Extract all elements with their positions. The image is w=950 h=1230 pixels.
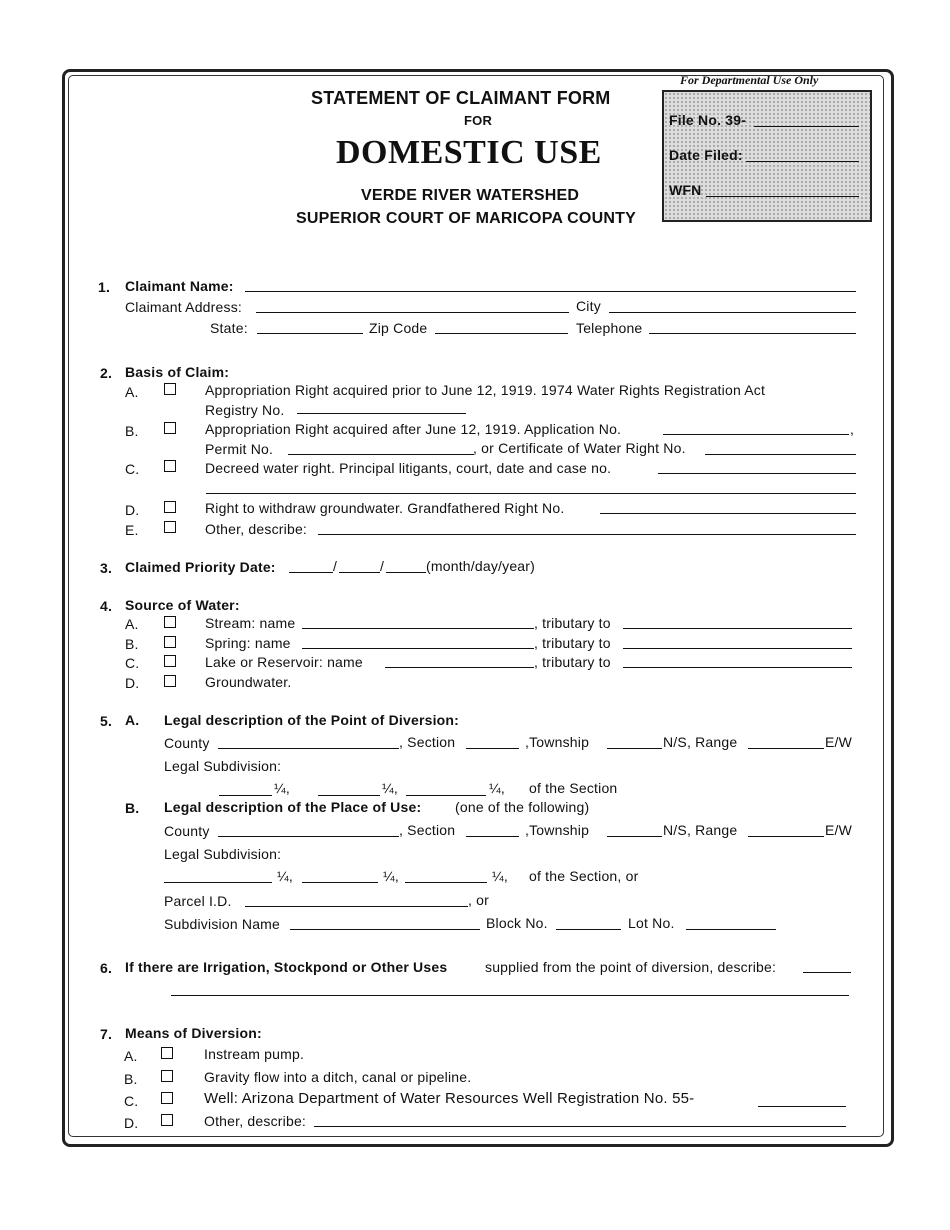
place-of-use-title: Legal description of the Place of Use: xyxy=(164,799,422,815)
source-b-checkbox[interactable] xyxy=(164,636,176,648)
claimant-name-label: Claimant Name: xyxy=(125,278,234,294)
stream-tributary-field[interactable] xyxy=(623,628,852,629)
priority-date-label: Claimed Priority Date: xyxy=(125,559,276,575)
range-field-b[interactable] xyxy=(748,836,824,837)
lake-name-field[interactable] xyxy=(385,667,534,668)
wfn-field[interactable] xyxy=(706,196,859,197)
means-a-letter: A. xyxy=(124,1048,138,1064)
lot-no-label: Lot No. xyxy=(628,915,675,931)
basis-c-text: Decreed water right. Principal litigants, court, date and case no. xyxy=(205,460,612,476)
basis-e-letter: E. xyxy=(125,522,139,538)
township-label-a: ,Township xyxy=(525,734,590,750)
form-heading: STATEMENT OF CLAIMANT FORM xyxy=(311,88,611,108)
basis-a-letter: A. xyxy=(125,384,139,400)
registry-no-label: Registry No. xyxy=(205,402,285,418)
quarter-2-field-a[interactable] xyxy=(318,795,380,796)
legal-subdivision-label-b: Legal Subdivision: xyxy=(164,846,282,862)
ew-label-b: E/W xyxy=(825,822,853,838)
spring-tributary-field[interactable] xyxy=(623,648,852,649)
section-5b-letter: B. xyxy=(125,800,140,816)
well-registration-field[interactable] xyxy=(758,1106,846,1107)
court-name: SUPERIOR COURT OF MARICOPA COUNTY xyxy=(296,210,636,227)
means-c-text: Well: Arizona Department of Water Resources Well Registration No. 55- xyxy=(204,1090,695,1107)
telephone-label: Telephone xyxy=(576,320,643,336)
source-b-tributary: , tributary to xyxy=(534,635,611,651)
ns-range-label-b: N/S, Range xyxy=(663,822,738,838)
ew-label-a: E/W xyxy=(825,734,853,750)
source-b-letter: B. xyxy=(125,636,139,652)
telephone-field[interactable] xyxy=(649,333,856,334)
priority-year-field[interactable] xyxy=(386,572,426,573)
other-uses-field[interactable] xyxy=(803,972,851,973)
basis-other-field[interactable] xyxy=(318,534,856,535)
subdivision-name-field[interactable] xyxy=(290,929,480,930)
section-field-b[interactable] xyxy=(466,836,519,837)
section-label-a: , Section xyxy=(399,734,456,750)
state-field[interactable] xyxy=(257,333,363,334)
decreed-right-field-2[interactable] xyxy=(206,493,856,494)
city-label: City xyxy=(576,298,601,314)
quarter-2-label-a: ¼, xyxy=(382,780,398,796)
basis-c-letter: C. xyxy=(125,461,140,477)
dept-caption: For Departmental Use Only xyxy=(680,73,819,87)
quarter-3-field-a[interactable] xyxy=(406,795,486,796)
township-label-b: ,Township xyxy=(525,822,590,838)
source-a-text: Stream: name xyxy=(205,615,296,631)
wfn-label: WFN xyxy=(669,182,702,198)
source-of-water-title: Source of Water: xyxy=(125,597,240,613)
basis-d-text: Right to withdraw groundwater. Grandfathered Right No. xyxy=(205,500,565,516)
block-no-field[interactable] xyxy=(556,929,621,930)
claimant-name-field[interactable] xyxy=(245,291,856,292)
date-slash-2: / xyxy=(380,558,385,574)
county-field-a[interactable] xyxy=(218,748,399,749)
means-d-letter: D. xyxy=(124,1115,139,1131)
date-filed-field[interactable] xyxy=(746,161,859,162)
basis-of-claim-title: Basis of Claim: xyxy=(125,364,230,380)
certificate-no-field[interactable] xyxy=(705,454,856,455)
watershed-name: VERDE RIVER WATERSHED xyxy=(361,187,580,204)
point-of-diversion-title: Legal description of the Point of Diversion: xyxy=(164,712,460,728)
claimant-address-label: Claimant Address: xyxy=(125,299,243,315)
source-a-letter: A. xyxy=(125,616,139,632)
grandfathered-right-field[interactable] xyxy=(600,513,856,514)
block-no-label: Block No. xyxy=(486,915,548,931)
source-c-text: Lake or Reservoir: name xyxy=(205,654,363,670)
means-c-letter: C. xyxy=(124,1093,139,1109)
subdivision-name-label: Subdivision Name xyxy=(164,916,281,932)
source-d-letter: D. xyxy=(125,675,140,691)
source-d-checkbox[interactable] xyxy=(164,675,176,687)
section-4-number: 4. xyxy=(100,598,113,614)
file-no-label: File No. 39- xyxy=(669,112,747,128)
range-field-a[interactable] xyxy=(748,748,824,749)
source-a-tributary: , tributary to xyxy=(534,615,611,631)
state-label: State: xyxy=(210,320,248,336)
section-label-b: , Section xyxy=(399,822,456,838)
quarter-1-label-b: ¼, xyxy=(277,868,293,884)
section-2-number: 2. xyxy=(100,365,113,381)
date-filed-label: Date Filed: xyxy=(669,147,743,163)
quarter-1-field-a[interactable] xyxy=(219,795,272,796)
city-field[interactable] xyxy=(609,312,856,313)
parcel-id-field[interactable] xyxy=(245,906,468,907)
parcel-id-label: Parcel I.D. xyxy=(164,893,232,909)
means-of-diversion-title: Means of Diversion: xyxy=(125,1025,262,1041)
of-section-label-a: of the Section xyxy=(529,780,618,796)
basis-d-letter: D. xyxy=(125,502,140,518)
certificate-label: , or Certificate of Water Right No. xyxy=(473,440,686,456)
basis-e-text: Other, describe: xyxy=(205,521,308,537)
means-a-checkbox[interactable] xyxy=(161,1047,173,1059)
quarter-2-field-b[interactable] xyxy=(302,882,378,883)
basis-d-checkbox[interactable] xyxy=(164,501,176,513)
place-of-use-note: (one of the following) xyxy=(455,799,590,815)
means-b-checkbox[interactable] xyxy=(161,1070,173,1082)
claimant-address-field[interactable] xyxy=(256,312,569,313)
section-3-number: 3. xyxy=(100,560,113,576)
basis-b-letter: B. xyxy=(125,423,139,439)
means-d-text: Other, describe: xyxy=(204,1113,307,1129)
priority-month-field[interactable] xyxy=(289,572,333,573)
quarter-2-label-b: ¼, xyxy=(383,868,399,884)
date-format-hint: (month/day/year) xyxy=(426,558,536,574)
other-uses-text: supplied from the point of diversion, describe: xyxy=(485,959,777,975)
section-6-number: 6. xyxy=(100,960,113,976)
source-c-tributary: , tributary to xyxy=(534,654,611,670)
section-7-number: 7. xyxy=(100,1026,113,1042)
quarter-1-label-a: ¼, xyxy=(274,780,290,796)
county-field-b[interactable] xyxy=(218,836,399,837)
basis-c-checkbox[interactable] xyxy=(164,460,176,472)
registry-no-field[interactable] xyxy=(297,413,466,414)
section-1-number: 1. xyxy=(98,279,111,295)
lake-tributary-field[interactable] xyxy=(623,667,852,668)
quarter-1-field-b[interactable] xyxy=(164,882,272,883)
section-5-number: 5. xyxy=(100,713,113,729)
county-label-a: County xyxy=(164,735,210,751)
form-heading-for: FOR xyxy=(464,113,493,128)
decreed-right-field[interactable] xyxy=(658,473,856,474)
township-field-b[interactable] xyxy=(607,836,662,837)
other-uses-field-2[interactable] xyxy=(171,995,849,996)
basis-a-checkbox[interactable] xyxy=(164,383,176,395)
means-b-letter: B. xyxy=(124,1071,138,1087)
basis-e-checkbox[interactable] xyxy=(164,521,176,533)
spring-name-field[interactable] xyxy=(302,648,534,649)
source-b-text: Spring: name xyxy=(205,635,291,651)
other-uses-bold-text: If there are Irrigation, Stockpond or Other Uses xyxy=(125,959,448,975)
priority-day-field[interactable] xyxy=(339,572,380,573)
means-d-checkbox[interactable] xyxy=(161,1114,173,1126)
source-a-checkbox[interactable] xyxy=(164,616,176,628)
means-b-text: Gravity flow into a ditch, canal or pipeline. xyxy=(204,1069,472,1085)
zip-code-label: Zip Code xyxy=(369,320,428,336)
basis-a-text: Appropriation Right acquired prior to June 12, 1919. 1974 Water Rights Registration Act xyxy=(205,382,766,398)
file-no-field[interactable] xyxy=(754,126,859,127)
means-a-text: Instream pump. xyxy=(204,1046,305,1062)
means-other-field[interactable] xyxy=(314,1126,846,1127)
of-section-or-label-b: of the Section, or xyxy=(529,868,639,884)
stream-name-field[interactable] xyxy=(302,628,534,629)
quarter-3-label-a: ¼, xyxy=(489,780,505,796)
legal-subdivision-label-a: Legal Subdivision: xyxy=(164,758,282,774)
zip-code-field[interactable] xyxy=(435,333,568,334)
lot-no-field[interactable] xyxy=(686,929,776,930)
ns-range-label-a: N/S, Range xyxy=(663,734,738,750)
section-field-a[interactable] xyxy=(466,748,519,749)
date-slash-1: / xyxy=(333,558,338,574)
quarter-3-label-b: ¼, xyxy=(492,868,508,884)
basis-b-comma: , xyxy=(850,421,855,437)
section-5a-letter: A. xyxy=(125,712,140,728)
source-c-letter: C. xyxy=(125,655,140,671)
means-c-checkbox[interactable] xyxy=(161,1092,173,1104)
county-label-b: County xyxy=(164,823,210,839)
permit-no-field[interactable] xyxy=(288,454,474,455)
basis-b-text: Appropriation Right acquired after June 12, 1919. Application No. xyxy=(205,421,622,437)
source-d-text: Groundwater. xyxy=(205,674,292,690)
permit-no-label: Permit No. xyxy=(205,441,274,457)
parcel-or-label: , or xyxy=(468,892,490,908)
basis-b-checkbox[interactable] xyxy=(164,422,176,434)
form-title: DOMESTIC USE xyxy=(336,134,602,171)
quarter-3-field-b[interactable] xyxy=(405,882,487,883)
application-no-field[interactable] xyxy=(663,434,849,435)
township-field-a[interactable] xyxy=(607,748,662,749)
source-c-checkbox[interactable] xyxy=(164,655,176,667)
